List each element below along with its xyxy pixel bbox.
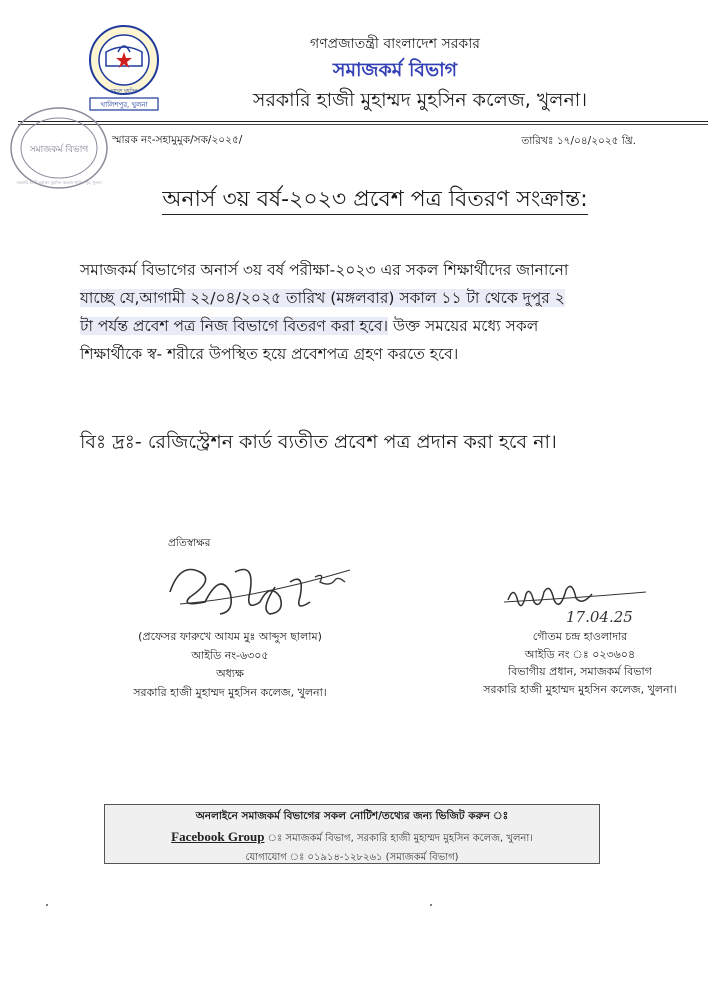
principal-institution: সরকারি হাজী মুহাম্মদ মুহসিন কলেজ, খুলনা। [133, 685, 327, 699]
facebook-group-label: Facebook Group [171, 829, 265, 844]
speck [46, 904, 48, 906]
principal-id: আইডি নং-৬৩০৫ [191, 648, 269, 662]
body-line-3b-text: উক্ত সময়ের মধ্যে সকল [388, 317, 539, 335]
reference-number: স্মারক নং-সহামুমুক/সক/২০২৫/ [112, 134, 243, 146]
principal-name: (প্রফেসর ফারুখে আযম মুঃ আব্দুস ছালাম) [138, 630, 322, 643]
header-rule-thin [18, 124, 708, 125]
body-line-1: সমাজকর্ম বিভাগের অনার্স ৩য় বর্ষ পরীক্ষা-২০২৩ এর সকল শিক্ষার্থীদের জানানো [80, 261, 569, 279]
head-sign-date: 17.04.25 [566, 608, 633, 626]
logo-text-bottom: খালিশপুর, খুলনা [100, 101, 148, 109]
stamp-ring-text: সরকারি হাজী মুহাম্মদ মুহসিন কলেজ খালিশপুর, খুলনা [16, 180, 102, 185]
subject-text: অনার্স ৩য় বর্ষ-২০২৩ প্রবেশ পত্র বিতরণ সংক্রান্ত: [162, 187, 587, 215]
stamp-text: সমাজকর্ম বিভাগ [29, 145, 89, 155]
footer-facebook [105, 829, 599, 848]
department-stamp [6, 104, 112, 192]
principal-signatory [70, 628, 390, 702]
body-line-4: শিক্ষার্থীকে স্ব- শরীরে উপস্থিত হয়ে প্রবেশপত্র গ্রহণ করতে হবে। [80, 345, 459, 363]
college-title: সরকারি হাজী মুহাম্মদ মুহসিন কলেজ, খুলনা। [252, 89, 588, 111]
body-line-2-text: যাচ্ছে যে,আগামী ২২/০৪/২০২৫ তারিখ (মঙ্গলবার) সকাল ১১ টা থেকে দুপুর ২ [80, 289, 565, 307]
body-line-3 [80, 312, 652, 340]
note-text: বিঃ দ্রঃ- রেজিস্ট্রেশন কার্ড ব্যতীত প্রবেশ পত্র প্রদান করা হবে না। [80, 431, 557, 453]
head-signature [496, 572, 656, 628]
facebook-group-value: ঃ সমাজকর্ম বিভাগ, সরকারি হাজী মুহাম্মদ মুহসিন কলেজ, খুলনা। [264, 833, 533, 844]
body-line-2 [80, 284, 652, 312]
speck [430, 904, 432, 906]
head-id: আইডি নং ঃ ০২৩৬০৪ [524, 647, 636, 661]
subject-heading [0, 182, 720, 219]
footer-contact: যোগাযোগ ঃ ০১৯১৪-১২৮২৬১ (সমাজকর্ম বিভাগ) [245, 852, 459, 863]
government-title: গণপ্রজাতন্ত্রী বাংলাদেশ সরকার [310, 36, 480, 52]
body-line-3-text: টা পর্যন্ত প্রবেশ পত্র নিজ বিভাগে বিতরণ করা হবে। [80, 317, 389, 335]
issue-date: তারিখঃ ১৭/০৪/২০২৫ খ্রি. [521, 135, 636, 147]
logo-text-top: মুহম্মদ মুহসিন [110, 88, 138, 94]
countersign-label: প্রতিস্বাক্ষর [168, 537, 211, 549]
department-title: সমাজকর্ম বিভাগ [332, 59, 458, 81]
notice-body [80, 256, 652, 368]
footer-visit-text: অনলাইনে সমাজকর্ম বিভাগের সকল নোটিশ/তথ্যের জন্য ভিজিট করুন ঃ [195, 810, 509, 822]
principal-signature [160, 552, 360, 630]
principal-designation: অধ্যক্ষ [216, 667, 244, 680]
head-designation: বিভাগীয় প্রধান, সমাজকর্ম বিভাগ [508, 665, 652, 678]
head-name: গৌতম চন্দ্র হাওলাদার [532, 630, 628, 643]
head-signatory [440, 628, 720, 698]
head-institution: সরকারি হাজী মুহাম্মদ মুহসিন কলেজ, খুলনা। [483, 682, 677, 696]
footer-info-box [104, 804, 600, 864]
header-rule [18, 121, 708, 122]
